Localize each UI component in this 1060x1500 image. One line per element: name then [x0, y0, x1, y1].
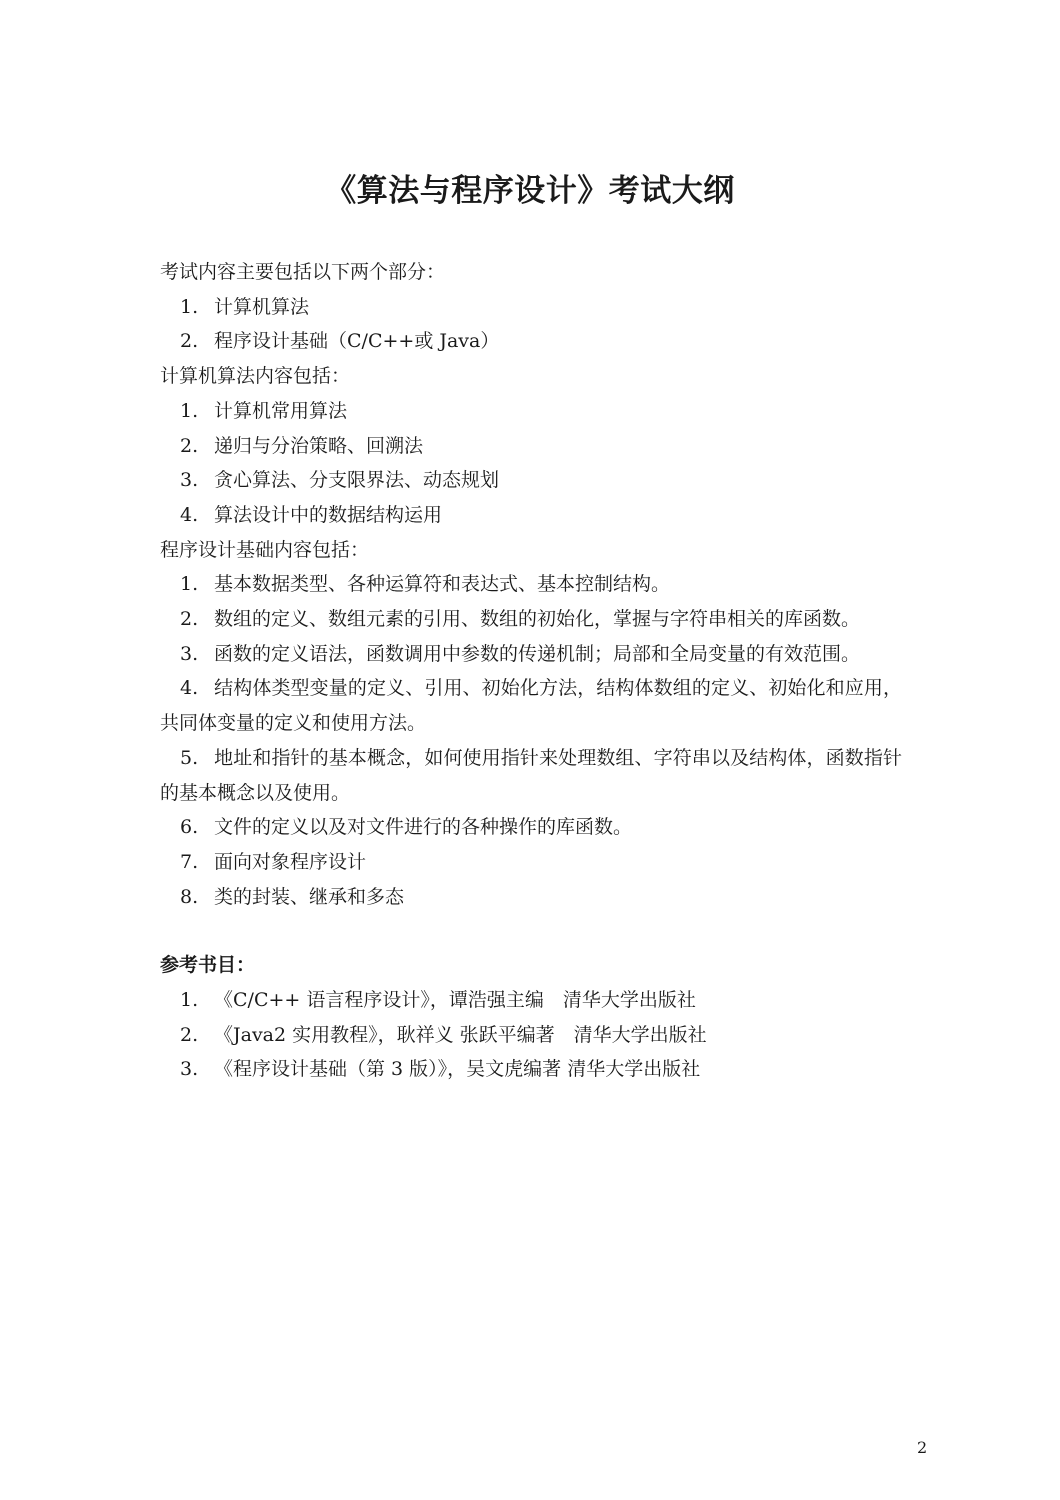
programming-item: [160, 602, 902, 637]
programming-heading: 程序设计基础内容包括：: [160, 538, 370, 561]
programming-item: [160, 810, 902, 845]
programming-item: [160, 637, 902, 672]
programming-item-number: 5.: [180, 746, 199, 769]
document-body: [160, 255, 902, 1087]
programming-item-number: 7.: [180, 850, 199, 873]
reference-item-text: 《Java2 实用教程》，耿祥义 张跃平编著 清华大学出版社: [214, 1023, 707, 1046]
programming-item-text: 类的封装、继承和多态: [214, 885, 405, 908]
reference-item-number: 1.: [180, 989, 199, 1012]
algorithm-item-text: 递归与分治策略、回溯法: [214, 434, 424, 457]
algorithm-item: [160, 429, 902, 464]
part-item-number: 2.: [180, 330, 199, 353]
programming-item-text: 地址和指针的基本概念，如何使用指针来处理数组、字符串以及结构体，函数指针的基本概念以及使用。: [160, 746, 902, 804]
programming-item-text: 文件的定义以及对文件进行的各种操作的库函数。: [214, 816, 633, 839]
algorithm-item-number: 2.: [180, 434, 199, 457]
programming-item-text: 函数的定义语法，函数调用中参数的传递机制；局部和全局变量的有效范围。: [214, 642, 861, 665]
section-spacer: [160, 914, 902, 948]
programming-item: [160, 741, 902, 810]
algorithm-item-text: 计算机常用算法: [214, 399, 348, 422]
reference-item-text: 《C/C++ 语言程序设计》，谭浩强主编 清华大学出版社: [214, 989, 696, 1012]
algorithm-item: [160, 463, 902, 498]
algorithms-heading: 计算机算法内容包括：: [160, 365, 351, 388]
reference-item-text: 《程序设计基础（第 3 版）》，吴文虎编著 清华大学出版社: [214, 1058, 701, 1081]
programming-item: [160, 567, 902, 602]
programming-item-number: 3.: [180, 642, 199, 665]
page-number: 2: [917, 1438, 928, 1457]
part-item: [160, 324, 902, 359]
algorithm-item-number: 4.: [180, 503, 199, 526]
references-heading: 参考书目：: [160, 954, 256, 977]
programming-item: [160, 880, 902, 915]
part-item: [160, 290, 902, 325]
reference-item-number: 2.: [180, 1023, 199, 1046]
part-item-number: 1.: [180, 295, 199, 318]
programming-item-text: 面向对象程序设计: [214, 850, 367, 873]
programming-item-number: 2.: [180, 608, 199, 631]
programming-item-text: 结构体类型变量的定义、引用、初始化方法，结构体数组的定义、初始化和应用，共同体变量的定义和使用方法。: [160, 677, 902, 735]
algorithm-item-number: 1.: [180, 399, 199, 422]
part-item-text: 程序设计基础（C/C++或 Java）: [214, 330, 500, 353]
programming-item-number: 6.: [180, 816, 199, 839]
programming-item-number: 4.: [180, 677, 199, 700]
algorithm-item: [160, 498, 902, 533]
reference-item-number: 3.: [180, 1058, 199, 1081]
reference-item: [160, 1018, 902, 1053]
reference-item: [160, 1052, 902, 1087]
reference-item: [160, 983, 902, 1018]
algorithm-item-number: 3.: [180, 469, 199, 492]
algorithm-item: [160, 394, 902, 429]
document-title: 《算法与程序设计》考试大纲: [325, 173, 735, 209]
programming-item: [160, 845, 902, 880]
programming-item-number: 8.: [180, 885, 199, 908]
programming-item-text: 数组的定义、数组元素的引用、数组的初始化，掌握与字符串相关的库函数。: [214, 608, 861, 631]
programming-item-text: 基本数据类型、各种运算符和表达式、基本控制结构。: [214, 573, 671, 596]
programming-item: [160, 671, 902, 740]
intro-paragraph: 考试内容主要包括以下两个部分：: [160, 261, 446, 283]
programming-item-number: 1.: [180, 573, 199, 596]
algorithm-item-text: 算法设计中的数据结构运用: [214, 503, 443, 526]
algorithm-item-text: 贪心算法、分支限界法、动态规划: [214, 469, 500, 492]
part-item-text: 计算机算法: [214, 295, 310, 318]
